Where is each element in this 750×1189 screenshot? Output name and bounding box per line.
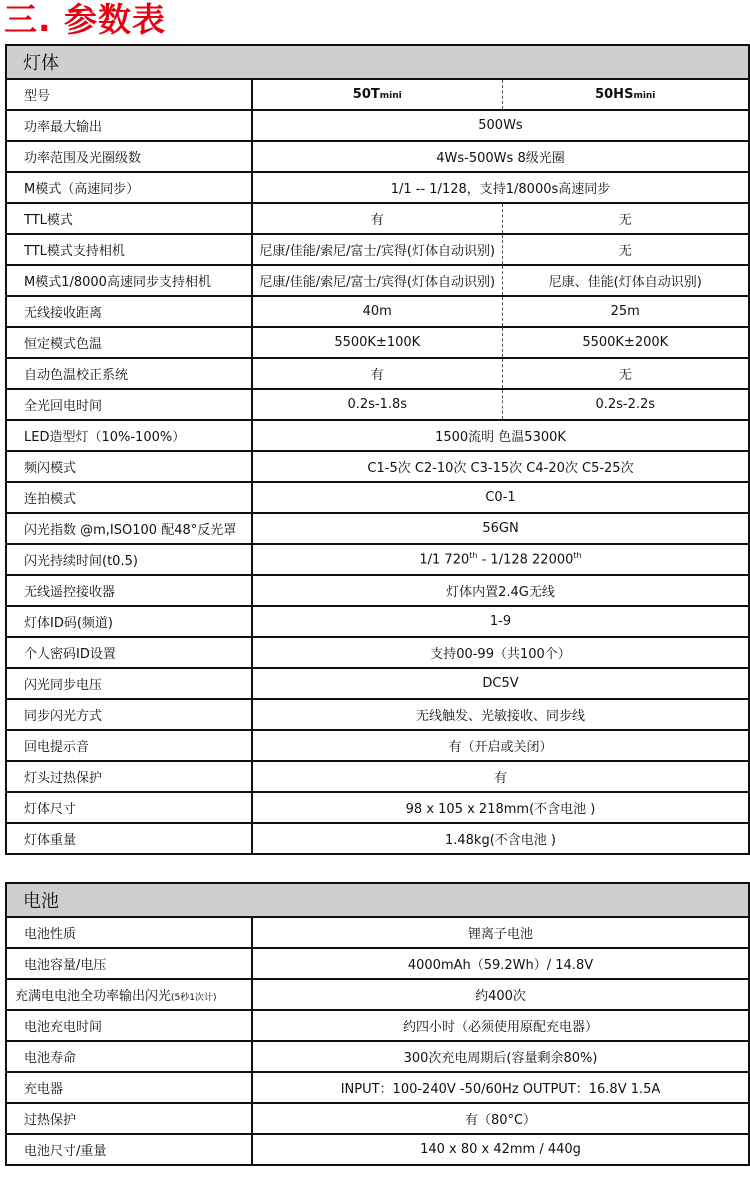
row-value: 有 [252, 761, 749, 792]
row-label: 电池尺寸/重量 [6, 1134, 252, 1165]
row-label: 功率范围及光圈级数 [6, 141, 252, 172]
row-value-2: 无 [502, 358, 749, 389]
section-title: 电池 [6, 883, 749, 917]
row-value: 1.48kg(不含电池 ) [252, 823, 749, 854]
row-value: 300次充电周期后(容量剩余80%) [252, 1041, 749, 1072]
battery-spec-table [5, 882, 750, 1166]
row-value-1: 尼康/佳能/索尼/富士/宾得(灯体自动识别) [252, 234, 502, 265]
table-row [6, 420, 749, 451]
table-row [6, 451, 749, 482]
row-label: 过热保护 [6, 1103, 252, 1134]
row-label: 自动色温校正系统 [6, 358, 252, 389]
row-label: 灯体ID码(频道) [6, 606, 252, 637]
table-row [6, 234, 749, 265]
table-row [6, 265, 749, 296]
row-label: TTL模式支持相机 [6, 234, 252, 265]
row-label: 无线接收距离 [6, 296, 252, 327]
row-label: TTL模式 [6, 203, 252, 234]
table-row [6, 1041, 749, 1072]
table-row [6, 1072, 749, 1103]
row-value: 4Ws-500Ws 8级光圈 [252, 141, 749, 172]
table-row [6, 544, 749, 575]
table-row [6, 979, 749, 1010]
table-row [6, 513, 749, 544]
page-title: 三. 参数表 [4, 0, 167, 39]
table-row [6, 637, 749, 668]
section-header [6, 45, 749, 79]
row-label-with-note: 充满电电池全功率输出闪光(5秒1次计) [6, 979, 252, 1010]
model-name-1: 50Tmini [252, 79, 502, 110]
row-value: 有（开启或关闭） [252, 730, 749, 761]
row-value-2: 无 [502, 234, 749, 265]
table-row [6, 792, 749, 823]
row-value: 无线触发、光敏接收、同步线 [252, 699, 749, 730]
table-row [6, 110, 749, 141]
table-row [6, 203, 749, 234]
table-row [6, 172, 749, 203]
row-value: 约400次 [252, 979, 749, 1010]
row-value: 支持00-99（共100个） [252, 637, 749, 668]
table-row [6, 1134, 749, 1165]
row-label: 频闪模式 [6, 451, 252, 482]
row-label: LED造型灯（10%-100%） [6, 420, 252, 451]
row-value: DC5V [252, 668, 749, 699]
table-row [6, 948, 749, 979]
row-value-2: 25m [502, 296, 749, 327]
light-spec-table [5, 44, 750, 855]
section-header [6, 883, 749, 917]
table-row [6, 761, 749, 792]
row-value-2: 0.2s-2.2s [502, 389, 749, 420]
row-value: 锂离子电池 [252, 917, 749, 948]
row-value: 有（80°C） [252, 1103, 749, 1134]
row-value-2: 无 [502, 203, 749, 234]
row-value: 1-9 [252, 606, 749, 637]
row-value: 约四小时（必须使用原配充电器） [252, 1010, 749, 1041]
table-row [6, 699, 749, 730]
table-row [6, 1103, 749, 1134]
section-title: 灯体 [6, 45, 749, 79]
row-label: 恒定模式色温 [6, 327, 252, 358]
table-row [6, 606, 749, 637]
row-value: 4000mAh（59.2Wh）/ 14.8V [252, 948, 749, 979]
row-label: 灯体尺寸 [6, 792, 252, 823]
row-value-1: 有 [252, 203, 502, 234]
row-value: 1/1 -- 1/128，支持1/8000s高速同步 [252, 172, 749, 203]
row-value-2: 5500K±200K [502, 327, 749, 358]
row-value-1: 有 [252, 358, 502, 389]
row-value-1: 5500K±100K [252, 327, 502, 358]
table-row [6, 358, 749, 389]
row-value-1: 40m [252, 296, 502, 327]
row-label: 全光回电时间 [6, 389, 252, 420]
row-value: C1-5次 C2-10次 C3-15次 C4-20次 C5-25次 [252, 451, 749, 482]
row-value: INPUT：100-240V -50/60Hz OUTPUT：16.8V 1.5A [252, 1072, 749, 1103]
row-label: 电池容量/电压 [6, 948, 252, 979]
row-label: M模式（高速同步） [6, 172, 252, 203]
row-label: M模式1/8000高速同步支持相机 [6, 265, 252, 296]
row-label: 电池性质 [6, 917, 252, 948]
row-label: 连拍模式 [6, 482, 252, 513]
row-value: 56GN [252, 513, 749, 544]
row-value-1: 尼康/佳能/索尼/富士/宾得(灯体自动识别) [252, 265, 502, 296]
row-label: 功率最大输出 [6, 110, 252, 141]
row-label: 回电提示音 [6, 730, 252, 761]
table-row [6, 79, 749, 110]
table-row [6, 917, 749, 948]
row-label: 型号 [6, 79, 252, 110]
model-name-2: 50HSmini [502, 79, 749, 110]
table-row [6, 730, 749, 761]
row-value: 1500流明 色温5300K [252, 420, 749, 451]
row-value: 140 x 80 x 42mm / 440g [252, 1134, 749, 1165]
row-value: C0-1 [252, 482, 749, 513]
row-label: 电池寿命 [6, 1041, 252, 1072]
table-row [6, 575, 749, 606]
row-value-1: 0.2s-1.8s [252, 389, 502, 420]
flash-duration-value: 1/1 720th - 1/128 22000th [252, 544, 749, 575]
row-label: 电池充电时间 [6, 1010, 252, 1041]
table-row [6, 668, 749, 699]
row-value-2: 尼康、佳能(灯体自动识别) [502, 265, 749, 296]
row-label: 灯头过热保护 [6, 761, 252, 792]
table-row [6, 296, 749, 327]
table-row [6, 141, 749, 172]
table-row [6, 389, 749, 420]
row-label: 同步闪光方式 [6, 699, 252, 730]
row-label: 个人密码ID设置 [6, 637, 252, 668]
row-label: 无线遥控接收器 [6, 575, 252, 606]
row-label: 充电器 [6, 1072, 252, 1103]
row-value: 500Ws [252, 110, 749, 141]
row-label: 闪光同步电压 [6, 668, 252, 699]
table-row [6, 482, 749, 513]
table-row [6, 1010, 749, 1041]
row-value: 98 x 105 x 218mm(不含电池 ) [252, 792, 749, 823]
row-value: 灯体内置2.4G无线 [252, 575, 749, 606]
table-row [6, 823, 749, 854]
row-label: 灯体重量 [6, 823, 252, 854]
row-label: 闪光指数 @m,ISO100 配48°反光罩 [6, 513, 252, 544]
table-row [6, 327, 749, 358]
row-label: 闪光持续时间(t0.5) [6, 544, 252, 575]
